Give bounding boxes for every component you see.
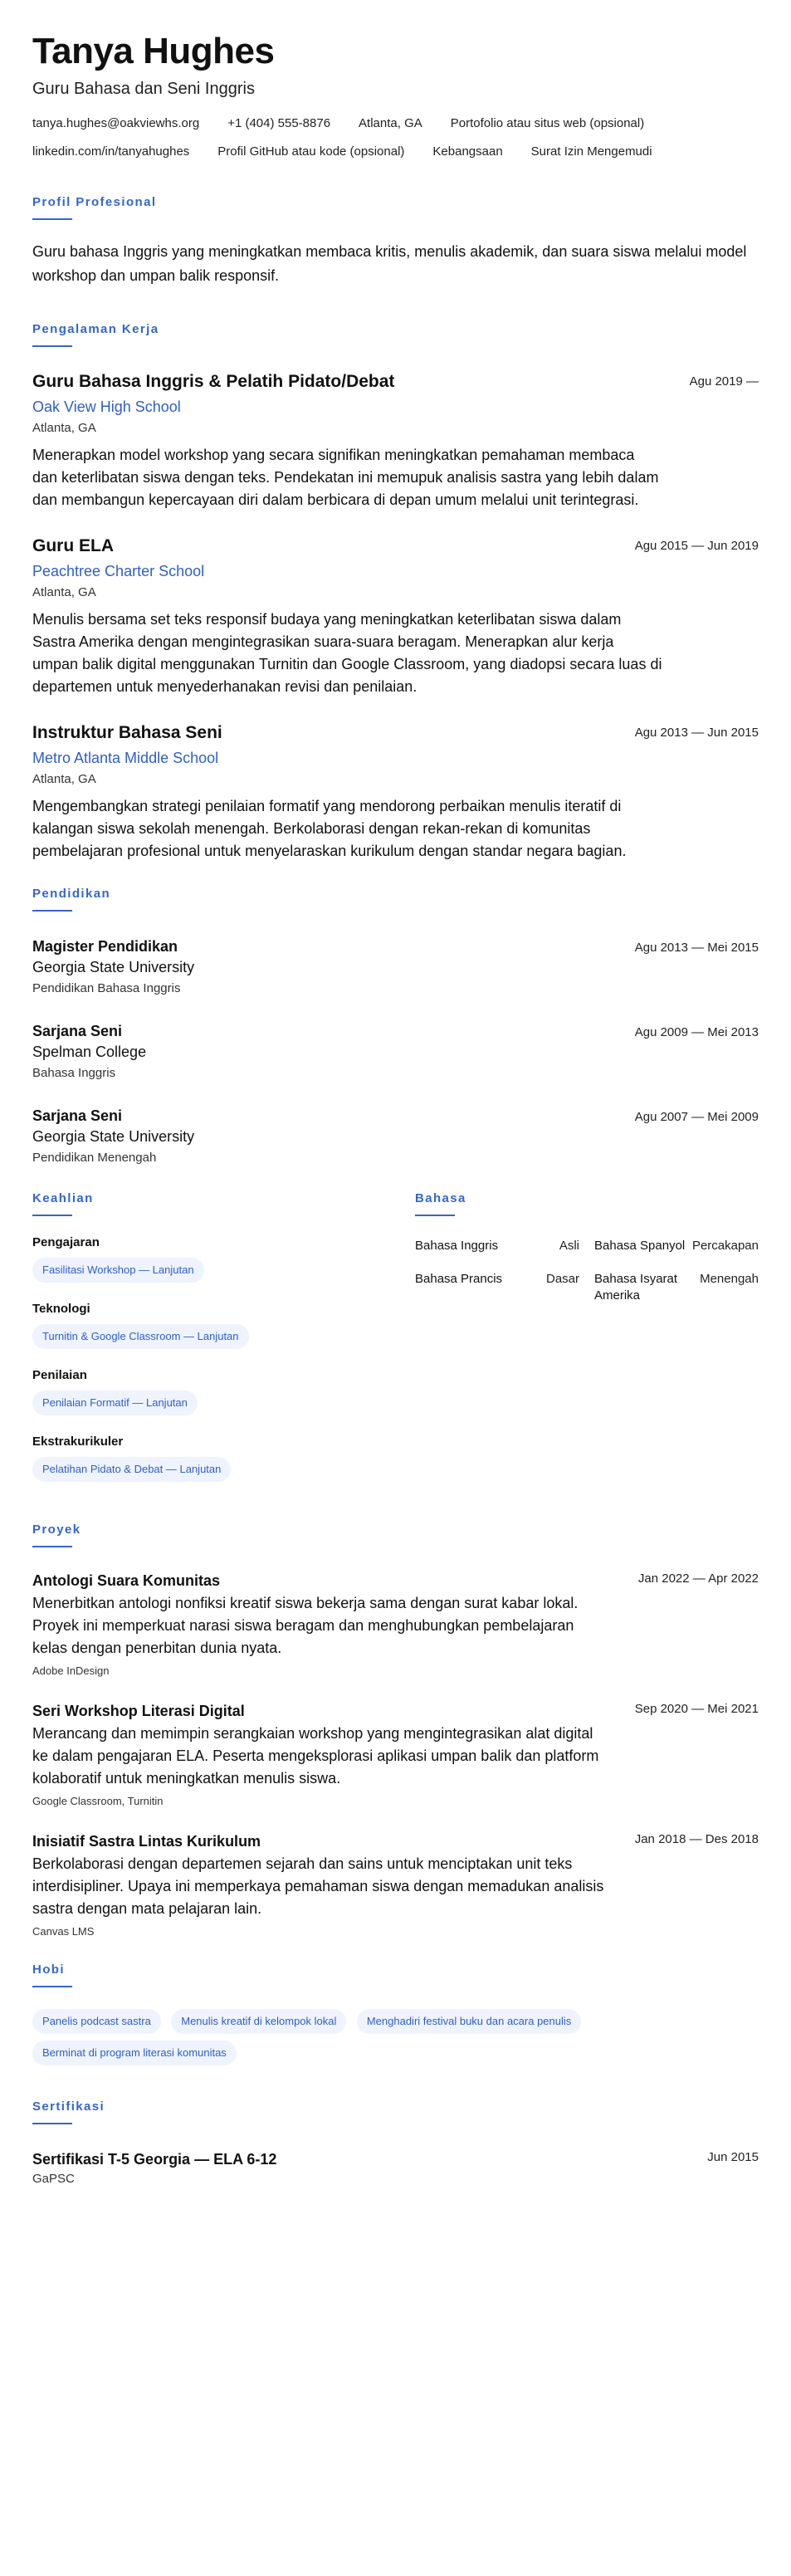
- project-tech: Adobe InDesign: [32, 1664, 110, 1677]
- certification-item: [32, 2149, 759, 2187]
- section-divider: [415, 1215, 455, 1216]
- contact-nationality: Kebangsaan: [432, 144, 503, 159]
- skill-category: Teknologi: [32, 1302, 90, 1316]
- project-description: Merancang dan memimpin serangkaian workshop yang mengintegrasikan alat digital ke dalam pengajaran ELA. Peserta mengeksplorasi aplikasi umpan balik dan platform kolaboratif untuk meningkatkan menulis siswa.: [32, 1725, 599, 1787]
- skill-chip: Turnitin & Google Classroom — Lanjutan: [32, 1324, 249, 1349]
- project-tech: Google Classroom, Turnitin: [32, 1795, 164, 1807]
- section-heading: Pengalaman Kerja: [32, 322, 159, 336]
- job-date: Agu 2015 — Jun 2019: [634, 539, 759, 553]
- edu-school: Spelman College: [32, 1044, 147, 1060]
- job-company[interactable]: Peachtree Charter School: [32, 563, 205, 579]
- contact-driving-license: Surat Izin Mengemudi: [530, 144, 652, 159]
- skills-languages-row: [32, 1190, 759, 1482]
- project-title: Antologi Suara Komunitas: [32, 1572, 221, 1589]
- job-title: Guru Bahasa Inggris & Pelatih Pidato/Debat: [32, 372, 395, 391]
- language-name: Bahasa Isyarat Amerika: [594, 1272, 678, 1303]
- edu-field: Pendidikan Bahasa Inggris: [32, 981, 181, 995]
- education-item: [32, 1106, 759, 1167]
- edu-degree: Sarjana Seni: [32, 1107, 123, 1124]
- language-name: Bahasa Inggris: [415, 1239, 499, 1253]
- job-location: Atlanta, GA: [32, 585, 96, 599]
- project-description: Berkolaborasi dengan departemen sejarah dan sains untuk menciptakan unit teks interdisipliner. Upaya ini memperkaya pemahaman siswa dengan memadukan analisis sastra dengan mata pelajaran lain.: [32, 1855, 604, 1917]
- language-item: [415, 1271, 579, 1304]
- contact-location: Atlanta, GA: [359, 116, 422, 130]
- candidate-title: Guru Bahasa dan Seni Inggris: [32, 80, 255, 98]
- project-item: [32, 1571, 759, 1679]
- job-title: Guru ELA: [32, 536, 114, 555]
- project-title: Inisiatif Sastra Lintas Kurikulum: [32, 1833, 261, 1850]
- edu-field: Pendidikan Menengah: [32, 1151, 157, 1165]
- job-location: Atlanta, GA: [32, 421, 96, 435]
- job-date: Agu 2019 —: [689, 374, 759, 389]
- skill-category: Ekstrakurikuler: [32, 1435, 124, 1449]
- section-heading: Proyek: [32, 1523, 81, 1537]
- contact-phone[interactable]: +1 (404) 555-8876: [227, 116, 331, 130]
- section-heading: Bahasa: [415, 1191, 466, 1205]
- section-divider: [32, 218, 72, 220]
- hobby-chip: Menghadiri festival buku dan acara penulis: [357, 2009, 581, 2034]
- edu-degree: Sarjana Seni: [32, 1023, 123, 1039]
- section-divider: [32, 1986, 72, 1987]
- skill-group: [32, 1301, 415, 1349]
- experience-item: [32, 535, 759, 698]
- project-title: Seri Workshop Literasi Digital: [32, 1703, 245, 1719]
- contact-list: [32, 115, 759, 161]
- skill-category: Pengajaran: [32, 1235, 100, 1249]
- skill-category: Penilaian: [32, 1368, 87, 1382]
- resume-header: [32, 30, 759, 161]
- section-heading: Hobi: [32, 1963, 65, 1977]
- certifications-section: [32, 2099, 759, 2187]
- job-company[interactable]: Oak View High School: [32, 398, 181, 415]
- contact-portfolio[interactable]: Portofolio atau situs web (opsional): [450, 116, 645, 130]
- project-date: Jan 2022 — Apr 2022: [637, 1572, 759, 1586]
- job-title: Instruktur Bahasa Seni: [32, 723, 222, 742]
- language-name: Bahasa Spanyol: [594, 1239, 686, 1253]
- language-level: Menengah: [700, 1272, 759, 1286]
- profile-summary: Guru bahasa Inggris yang meningkatkan membaca kritis, menulis akademik, dan suara siswa melalui model workshop dan umpan balik responsif.: [32, 243, 747, 284]
- skill-group: [32, 1367, 415, 1415]
- job-location: Atlanta, GA: [32, 772, 96, 786]
- cert-title: Sertifikasi T-5 Georgia — ELA 6-12: [32, 2151, 277, 2168]
- cert-date: Jun 2015: [707, 2150, 759, 2164]
- contact-linkedin[interactable]: linkedin.com/in/tanyahughes: [32, 144, 190, 159]
- edu-school: Georgia State University: [32, 1128, 195, 1145]
- job-description: Menulis bersama set teks responsif budaya yang meningkatkan keterlibatan siswa dalam Sastra Amerika dengan mengintegrasikan suara-suara beragam. Menerapkan alur kerja umpan balik digital menggunakan Turnitin dan Google Classroom, yang diadopsi secara luas di departemen untuk menyederhanakan revisi dan penilaian.: [32, 611, 662, 695]
- edu-school: Georgia State University: [32, 959, 195, 975]
- edu-date: Agu 2007 — Mei 2009: [634, 1110, 759, 1124]
- section-divider: [32, 1215, 72, 1216]
- edu-date: Agu 2009 — Mei 2013: [634, 1025, 759, 1039]
- language-level: Dasar: [545, 1272, 579, 1286]
- skill-chip: Fasilitasi Workshop — Lanjutan: [32, 1258, 204, 1283]
- education-section: [32, 886, 759, 1167]
- language-item: [594, 1271, 759, 1304]
- section-heading: Pendidikan: [32, 887, 111, 901]
- hobbies-section: [32, 1962, 759, 2065]
- candidate-name: Tanya Hughes: [32, 31, 275, 71]
- project-item: [32, 1701, 759, 1810]
- project-date: Sep 2020 — Mei 2021: [634, 1702, 759, 1716]
- skills-section: [32, 1190, 415, 1482]
- profile-section: [32, 194, 759, 288]
- languages-section: [415, 1190, 759, 1482]
- language-level: Asli: [559, 1239, 579, 1253]
- skill-chip: Penilaian Formatif — Lanjutan: [32, 1391, 198, 1415]
- contact-github[interactable]: Profil GitHub atau kode (opsional): [217, 144, 405, 159]
- hobby-list: [32, 2002, 763, 2065]
- project-description: Menerbitkan antologi nonfiksi kreatif siswa bekerja sama dengan surat kabar lokal. Proyek ini memperkuat narasi siswa beragam dan menghubungkan pembelajaran kelas dengan penerbitan dunia nyata.: [32, 1595, 579, 1656]
- experience-section: [32, 321, 759, 863]
- language-level: Percakapan: [691, 1239, 759, 1253]
- project-date: Jan 2018 — Des 2018: [634, 1832, 759, 1846]
- section-heading: Profil Profesional: [32, 195, 157, 209]
- job-date: Agu 2013 — Jun 2015: [634, 726, 759, 740]
- section-heading: Sertifikasi: [32, 2099, 105, 2114]
- section-divider: [32, 2123, 72, 2124]
- section-divider: [32, 910, 72, 912]
- edu-field: Bahasa Inggris: [32, 1066, 116, 1080]
- project-item: [32, 1831, 759, 1940]
- hobby-chip: Berminat di program literasi komunitas: [32, 2041, 237, 2065]
- job-description: Menerapkan model workshop yang secara signifikan meningkatkan pemahaman membaca dan keterlibatan siswa dengan teks. Pendekatan ini memupuk analisis sastra yang lebih dalam dan membangun kepercayaan diri dalam berbicara di depan umum melalui unit terintegrasi.: [32, 447, 659, 508]
- language-item: [594, 1238, 759, 1254]
- hobby-chip: Panelis podcast sastra: [32, 2009, 161, 2034]
- job-description: Mengembangkan strategi penilaian formatif yang mendorong perbaikan menulis iteratif di kalangan siswa sekolah menengah. Berkolaborasi dengan rekan-rekan di komunitas pembelajaran profesional untuk menyelaraskan kurikulum dengan standar negara bagian.: [32, 798, 627, 859]
- cert-issuer: GaPSC: [32, 2172, 75, 2186]
- hobby-chip: Menulis kreatif di kelompok lokal: [171, 2009, 346, 2034]
- skill-group: [32, 1234, 415, 1283]
- experience-item: [32, 721, 759, 863]
- language-name: Bahasa Prancis: [415, 1272, 503, 1286]
- job-company[interactable]: Metro Atlanta Middle School: [32, 750, 219, 766]
- language-item: [415, 1238, 579, 1254]
- projects-section: [32, 1522, 759, 1940]
- experience-item: [32, 370, 759, 511]
- skill-group: [32, 1434, 415, 1482]
- edu-degree: Magister Pendidikan: [32, 938, 178, 955]
- section-heading: Keahlian: [32, 1191, 94, 1205]
- section-divider: [32, 1546, 72, 1547]
- section-divider: [32, 345, 72, 347]
- skill-chip: Pelatihan Pidato & Debat — Lanjutan: [32, 1457, 231, 1482]
- education-item: [32, 1021, 759, 1083]
- project-tech: Canvas LMS: [32, 1925, 95, 1938]
- education-item: [32, 936, 759, 998]
- contact-email[interactable]: tanya.hughes@oakviewhs.org: [32, 116, 200, 130]
- edu-date: Agu 2013 — Mei 2015: [634, 941, 759, 955]
